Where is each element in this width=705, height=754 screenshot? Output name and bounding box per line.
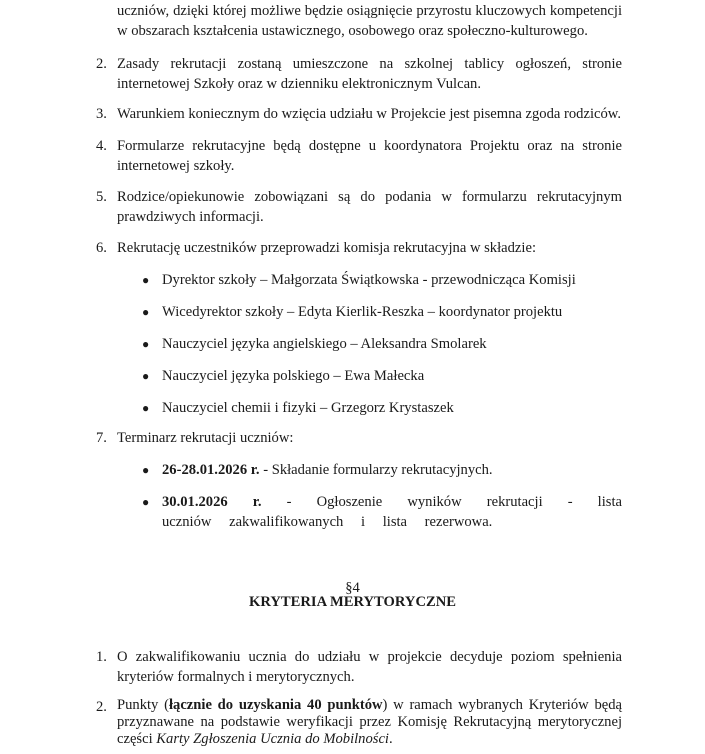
- committee-member-text: Nauczyciel chemii i fizyki – Grzegorz Krystaszek: [162, 400, 454, 416]
- item-text: Zasady rekrutacji zostaną umieszczone na szkolnej tablicy ogłoszeń, stronie internetowej Szkoły oraz w dzienniku elektronicznym Vulcan.: [117, 56, 622, 92]
- committee-member-text: Dyrektor szkoły – Małgorzata Świątkowska - przewodnicząca Komisji: [162, 272, 576, 288]
- bullet-icon: ●: [142, 273, 150, 287]
- schedule-list: [142, 460, 622, 532]
- item-number: 4.: [96, 138, 107, 154]
- committee-list: [142, 270, 622, 418]
- item-number: 2.: [96, 699, 107, 715]
- committee-member-text: Nauczyciel języka angielskiego – Aleksandra Smolarek: [162, 336, 487, 352]
- committee-member: [142, 366, 622, 386]
- item-text: O zakwalifikowaniu ucznia do udziału w projekcie decyduje poziom spełnienia kryteriów formalnych i merytorycznych.: [117, 649, 622, 685]
- committee-member-text: Nauczyciel języka polskiego – Ewa Małecka: [162, 368, 425, 384]
- item-text: Rodzice/opiekunowie zobowiązani są do podania w formularzu rekrutacyjnym prawdziwych informacji.: [117, 189, 622, 225]
- list-item-4: [96, 136, 622, 176]
- text-fragment: .: [389, 731, 393, 747]
- committee-member: [142, 398, 622, 418]
- points-emphasis: łącznie do uzyskania 40 punktów: [168, 697, 383, 713]
- bullet-icon: ●: [142, 305, 150, 319]
- schedule-entry: [142, 492, 622, 532]
- item-text: Rekrutację uczestników przeprowadzi komisja rekrutacyjna w składzie:: [117, 240, 537, 256]
- bullet-icon: ●: [142, 401, 150, 415]
- continuation-text: uczniów, dzięki której możliwe będzie osiągnięcie przyrostu kluczowych kompetencji w obszarach kształcenia ustawicznego, osobowego oraz społeczno-kulturowego.: [117, 3, 622, 39]
- item-number: 5.: [96, 189, 107, 205]
- item-text: Formularze rekrutacyjne będą dostępne u koordynatora Projektu oraz na stronie internetowej szkoły.: [117, 138, 622, 174]
- form-title: Karty Zgłoszenia Ucznia do Mobilności: [156, 731, 389, 747]
- text-fragment: ) w ramach wybranych Kryteriów będą przyznawane na podstawie weryfikacji przez Komisję Rekrutacyjną merytorycznej części: [117, 697, 622, 747]
- bullet-icon: ●: [142, 463, 150, 477]
- item-number: 2.: [96, 56, 107, 72]
- list-item-6: [96, 238, 622, 258]
- text-fragment: Punkty (: [117, 697, 169, 713]
- item-text: Terminarz rekrutacji uczniów:: [117, 430, 294, 446]
- schedule-date: 30.01.2026 r.: [162, 494, 262, 510]
- bullet-icon: ●: [142, 495, 150, 509]
- list-item-7: [96, 428, 622, 448]
- list-item-2: [96, 54, 622, 94]
- item-number: 1.: [96, 649, 107, 665]
- list-item-5: [96, 187, 622, 227]
- item-1-continuation: [117, 1, 622, 41]
- schedule-date: 26-28.01.2026 r.: [162, 462, 260, 478]
- item-text: Warunkiem koniecznym do wzięcia udziału w Projekcie jest pisemna zgoda rodziców.: [117, 106, 622, 122]
- committee-member: [142, 270, 622, 290]
- item-number: 7.: [96, 430, 107, 446]
- criteria-item-1: [96, 647, 622, 687]
- bullet-icon: ●: [142, 337, 150, 351]
- item-number: 6.: [96, 240, 107, 256]
- section-number: §4: [345, 580, 360, 596]
- schedule-text: - Ogłoszenie wyników rekrutacji - lista uczniów zakwalifikowanych i lista rezerwowa.: [162, 494, 622, 530]
- list-item-3: [96, 104, 622, 124]
- committee-member: [142, 334, 622, 354]
- criteria-item-2: [96, 697, 622, 748]
- section-title: KRYTERIA MERYTORYCZNE: [249, 594, 456, 610]
- committee-member-text: Wicedyrektor szkoły – Edyta Kierlik-Reszka – koordynator projektu: [162, 304, 563, 320]
- committee-member: [142, 302, 622, 322]
- item-number: 3.: [96, 106, 107, 122]
- schedule-entry: [142, 460, 622, 480]
- bullet-icon: ●: [142, 369, 150, 383]
- schedule-text: - Składanie formularzy rekrutacyjnych.: [259, 462, 493, 478]
